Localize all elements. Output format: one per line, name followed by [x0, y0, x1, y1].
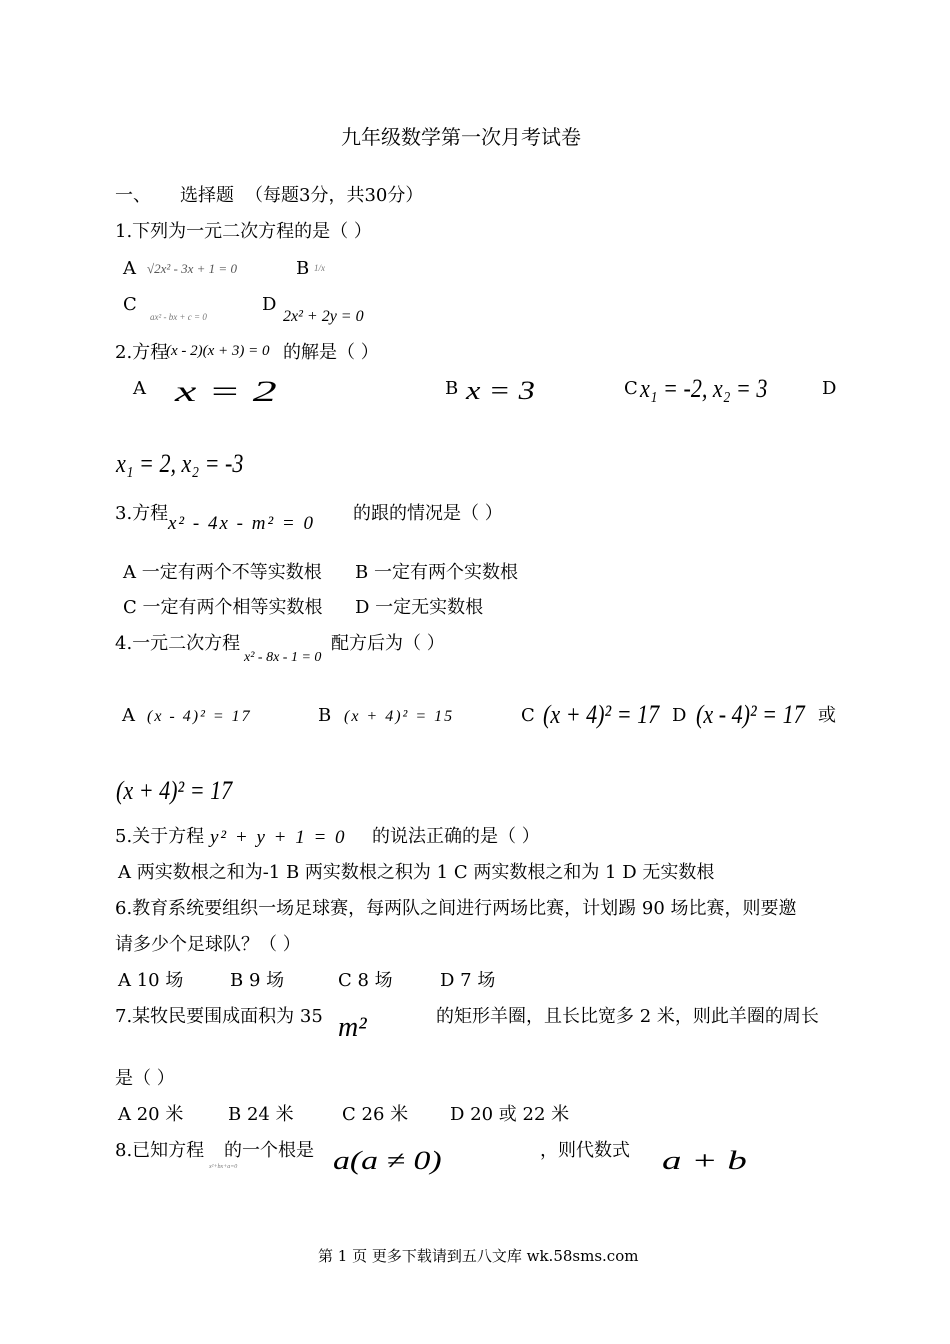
q4-suffix: 配方后为（ ）	[331, 633, 445, 654]
q4-c-label: C	[521, 705, 535, 726]
q1-a-label: A	[123, 258, 136, 279]
q2-expr: (x - 2)(x + 3) = 0	[166, 343, 270, 359]
q2-c-label: C	[624, 378, 638, 399]
q7-prefix: 7.某牧民要围成面积为 35	[115, 1006, 323, 1027]
q6-option-b: B 9 场	[230, 970, 285, 991]
q2-d-expr-text: x₁ = 2, x₂ = -3	[116, 449, 244, 478]
q3-option-a: A 一定有两个不等实数根	[123, 562, 322, 583]
q4-a-label: A	[122, 705, 135, 726]
q6-option-a: A 10 场	[118, 970, 184, 991]
q8-expr-text: a + b	[662, 1146, 747, 1175]
q2-suffix: 的解是（ ）	[283, 342, 379, 363]
q8-prefix: 8.已知方程	[115, 1140, 205, 1161]
q5-options: A 两实数根之和为-1 B 两实数根之积为 1 C 两实数根之和为 1 D 无实数根	[118, 862, 715, 883]
q8-mini: x²+bx+a=0	[209, 1164, 238, 1170]
q2-c-expr	[640, 376, 790, 402]
q4-d-expr2-text: (x + 4)² = 17	[116, 776, 233, 805]
q7-unit: m²	[338, 1012, 367, 1043]
q2-a-expr	[175, 375, 277, 408]
q6-option-d: D 7 场	[440, 970, 496, 991]
q3-option-b: B 一定有两个实数根	[355, 562, 518, 583]
q4-c-expr	[543, 702, 680, 728]
q3-option-d: D 一定无实数根	[355, 597, 484, 618]
q2-b-expr	[466, 376, 535, 405]
q8-root-text: a(a ≠ 0)	[333, 1146, 442, 1175]
q1-d-expr: 2x² + 2y = 0	[283, 308, 364, 325]
q2-c-expr-text: x₁ = -2, x₂ = 3	[640, 374, 768, 403]
q7-line2: 是（ ）	[115, 1068, 175, 1089]
q4-d-expr2	[116, 778, 253, 804]
q2-b-label: B	[445, 378, 459, 399]
q7-suffix: 的矩形羊圈，且长比宽多 2 米，则此羊圈的周长	[436, 1006, 819, 1027]
q1-b-label: B	[296, 258, 310, 279]
q8-mid: 的一个根是	[224, 1140, 314, 1161]
q4-b-expr: (x + 4)² = 15	[344, 708, 455, 725]
page-title: 九年级数学第一次月考试卷	[341, 125, 581, 149]
section-heading: 选择题	[180, 185, 234, 206]
q3-prefix: 3.方程	[115, 503, 169, 524]
q4-d-expr	[696, 702, 824, 728]
q3-expr: x² - 4x - m² = 0	[168, 513, 315, 534]
q2-d-label: D	[822, 378, 837, 399]
q4-expr: x² - 8x - 1 = 0	[244, 650, 322, 665]
q7-option-d: D 20 或 22 米	[450, 1104, 570, 1125]
q4-c-expr-text: (x + 4)² = 17	[543, 700, 660, 729]
q5-expr: y² + y + 1 = 0	[210, 827, 347, 848]
q4-d-label: D	[672, 705, 687, 726]
q6-option-c: C 8 场	[338, 970, 393, 991]
q3-suffix: 的跟的情况是（ ）	[353, 503, 503, 524]
q8-root	[333, 1146, 442, 1175]
q3-option-c: C 一定有两个相等实数根	[123, 597, 323, 618]
q4-b-label: B	[318, 705, 332, 726]
q1-stem: 1.下列为一元二次方程的是（ ）	[115, 221, 372, 242]
q4-d-expr-text: (x - 4)² = 17	[696, 700, 805, 729]
q6-line1: 6.教育系统要组织一场足球赛，每两队之间进行两场比赛，计划踢 90 场比赛，则要邀	[115, 898, 797, 919]
q7-option-b: B 24 米	[228, 1104, 294, 1125]
q5-suffix: 的说法正确的是（ ）	[372, 826, 540, 847]
q1-d-label: D	[262, 294, 277, 315]
q4-prefix: 4.一元二次方程	[115, 633, 241, 654]
q2-a-label: A	[133, 378, 146, 399]
section-number: 一、	[115, 185, 151, 206]
q6-line2: 请多少个足球队？（ ）	[115, 934, 301, 955]
q7-option-c: C 26 米	[342, 1104, 409, 1125]
q2-prefix: 2.方程	[115, 342, 169, 363]
q2-a-expr-text: x = 2	[175, 375, 277, 408]
q5-prefix: 5.关于方程	[115, 826, 205, 847]
section-note: （每题3分，共30分）	[245, 185, 424, 206]
q7-option-a: A 20 米	[118, 1104, 184, 1125]
q2-b-expr-text: x = 3	[466, 376, 535, 405]
q8-comma: ，则代数式	[540, 1140, 630, 1161]
q4-d-or: 或	[818, 705, 836, 726]
q1-c-label: C	[123, 294, 137, 315]
q4-a-expr: (x - 4)² = 17	[147, 708, 252, 725]
q1-b-expr: 1/x	[314, 263, 325, 273]
q2-d-expr	[116, 451, 266, 477]
q1-a-expr: √2x² - 3x + 1 = 0	[147, 261, 237, 276]
page-footer: 第 1 页 更多下载请到五八文库 wk.58sms.com	[318, 1247, 639, 1265]
q8-expr	[662, 1146, 747, 1175]
q1-c-expr: ax² - bx + c = 0	[150, 312, 207, 322]
